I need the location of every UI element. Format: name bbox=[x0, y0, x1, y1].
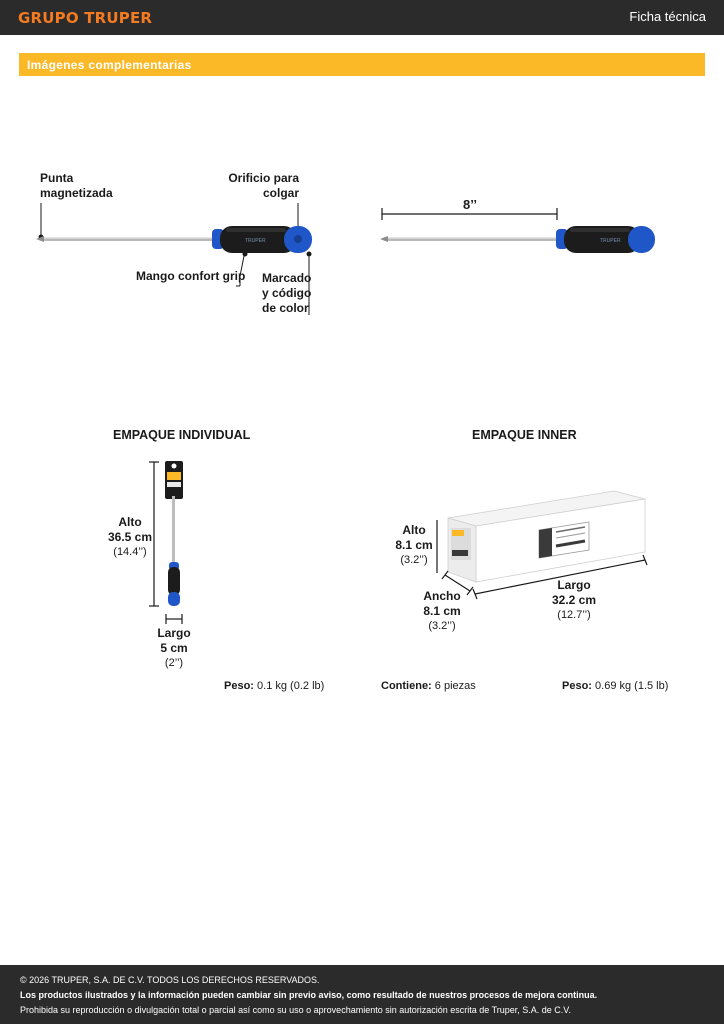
footer-notice: Los productos ilustrados y la información pueden cambiar sin previo aviso, como resultado de nuestros procesos de mejora continua. bbox=[20, 990, 598, 1000]
inner-height-label: Alto 8.1 cm (3.2’’) bbox=[395, 523, 433, 566]
footer-legal: Prohibida su reproducción o divulgación total o parcial así como su uso o aprovechamiento sin autorización escrita de Truper, S.A. de C.V. bbox=[20, 1005, 571, 1015]
callout-comfort-grip: Mango confort grip bbox=[136, 269, 246, 283]
individual-length-label: Largo 5 cm (2’’) bbox=[157, 626, 191, 669]
inner-width-label: Ancho 8.1 cm (3.2’’) bbox=[423, 589, 461, 632]
individual-weight: Peso: 0.1 kg (0.2 lb) bbox=[224, 680, 325, 692]
callout-magnetic-tip: Punta magnetizada bbox=[40, 171, 113, 200]
doc-type-label: Ficha técnica bbox=[629, 9, 706, 24]
callout-hanging-hole: Orificio para colgar bbox=[228, 171, 299, 200]
footer-copyright: © 2026 TRUPER, S.A. DE C.V. TODOS LOS DERECHOS RESERVADOS. bbox=[20, 975, 320, 985]
inner-weight: Peso: 0.69 kg (1.5 lb) bbox=[562, 680, 669, 692]
inner-pack-title: EMPAQUE INNER bbox=[472, 428, 577, 442]
individual-pack-title: EMPAQUE INDIVIDUAL bbox=[113, 428, 251, 442]
handle-brand-text-2: TRUPER bbox=[600, 238, 621, 244]
footer bbox=[0, 965, 724, 1024]
inner-contents: Contiene: 6 piezas bbox=[381, 680, 476, 692]
handle-brand-text: TRUPER bbox=[245, 238, 266, 244]
individual-height-label: Alto 36.5 cm (14.4’’) bbox=[107, 515, 153, 558]
inner-length-label: Largo 32.2 cm (12.7’’) bbox=[551, 578, 597, 621]
callout-color-code: Marcado y código de color bbox=[262, 271, 312, 315]
length-dimension-label: 8’’ bbox=[463, 197, 477, 212]
section-title: Imágenes complementarias bbox=[27, 58, 192, 72]
brand-logo: GRUPO TRUPER bbox=[18, 9, 153, 27]
